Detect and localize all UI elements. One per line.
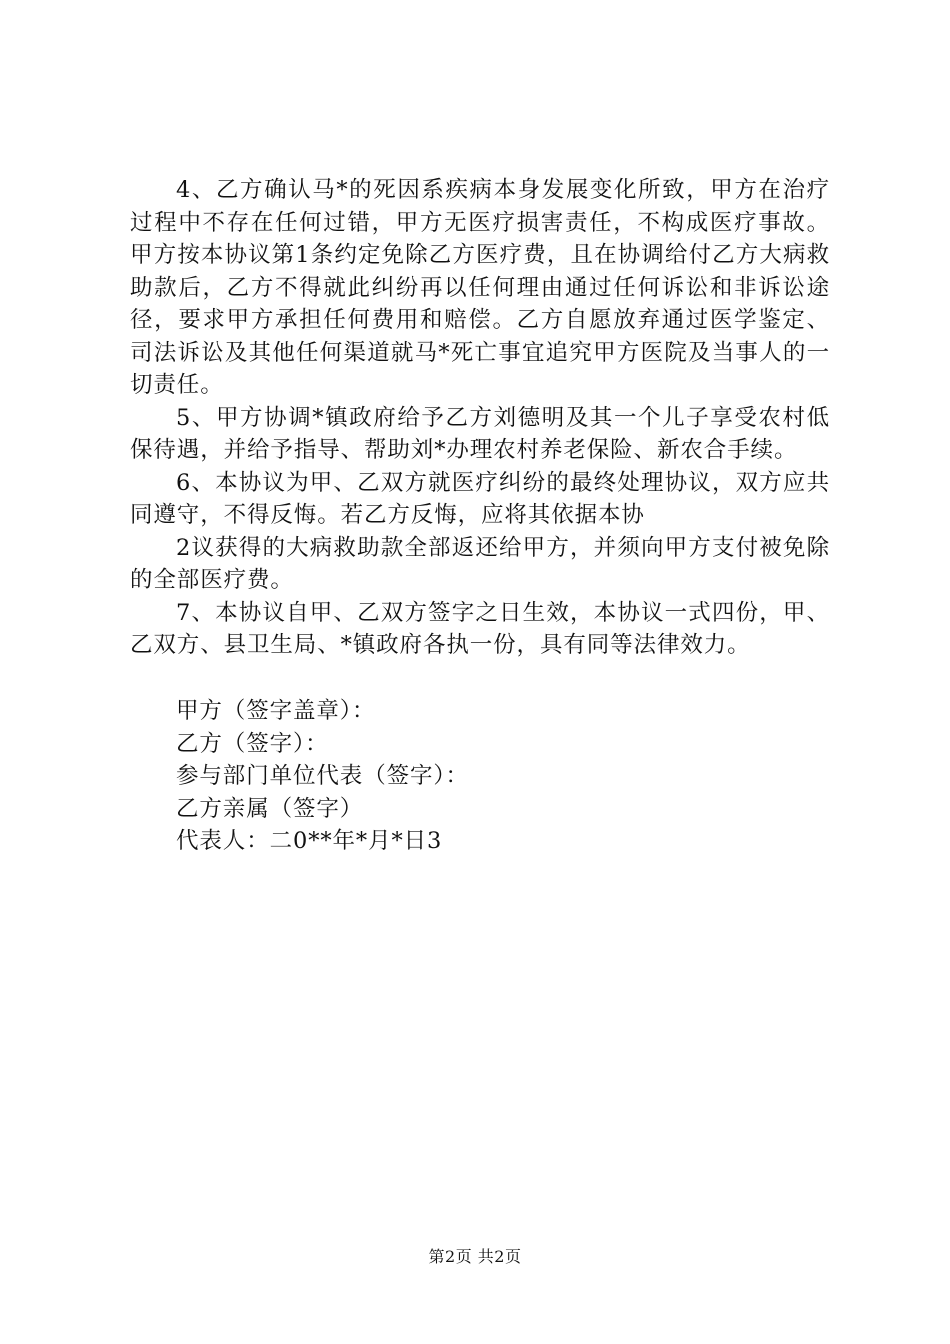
- department-rep-signature: 参与部门单位代表（签字）：: [176, 763, 469, 789]
- page-footer: 第2页 共2页: [428, 1247, 522, 1266]
- clause-6-continued: 2议获得的大病救助款全部返还给甲方，并须向甲方支付被免除的全部医疗费。: [130, 534, 830, 593]
- clause-6: 6、本协议为甲、乙双方就医疗纠纷的最终处理协议，双方应共同遵守，不得反悔。若乙方反悔，应将其依据本协: [130, 469, 830, 528]
- clause-4: 4、乙方确认马*的死因系疾病本身发展变化所致，甲方在治疗过程中不存在任何过错，甲方无医疗损害责任，不构成医疗事故。甲方按本协议第1条约定免除乙方医疗费，且在协调给付乙方大病救助款后，乙方不得就此纠纷再以任何理由通过任何诉讼和非诉讼途径，要求甲方承担任何费用和赔偿。乙方自愿放弃通过医学鉴定、司法诉讼及其他任何渠道就马*死亡事宜追究甲方医院及当事人的一切责任。: [130, 177, 830, 398]
- clause-5: 5、甲方协调*镇政府给予乙方刘德明及其一个儿子享受农村低保待遇，并给予指导、帮助刘*办理农村养老保险、新农合手续。: [130, 404, 830, 463]
- signature-block: [176, 695, 469, 858]
- agreement-body: [130, 174, 830, 662]
- party-b-signature: 乙方（签字）：: [176, 730, 329, 757]
- representative-date: 代表人：二0**年*月*日3: [176, 828, 443, 854]
- relative-signature: 乙方亲属（签字）: [176, 795, 364, 822]
- clause-7: 7、本协议自甲、乙双方签字之日生效，本协议一式四份，甲、乙双方、县卫生局、*镇政府各执一份，具有同等法律效力。: [130, 599, 830, 658]
- party-a-signature: 甲方（签字盖章）：: [176, 698, 376, 724]
